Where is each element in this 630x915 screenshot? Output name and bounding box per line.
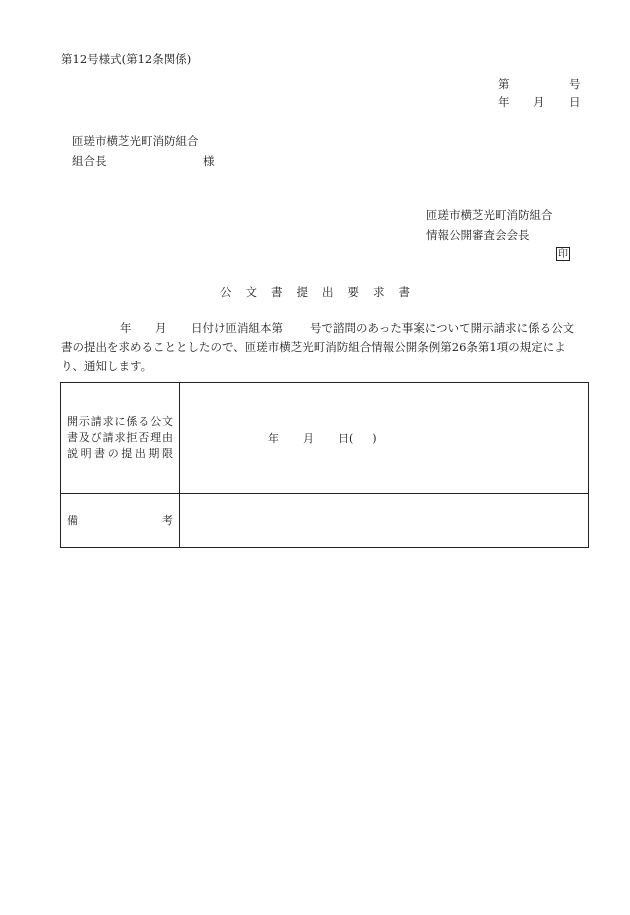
- deadline-value-cell: [180, 383, 589, 494]
- seal-stamp: 印: [558, 249, 568, 260]
- request-table: [60, 382, 589, 548]
- title-char: 求: [373, 285, 385, 299]
- title-char: 出: [322, 285, 334, 299]
- deadline-label-line: 説明書の提出期限: [67, 447, 173, 460]
- deadline-date: 年 月 日( ): [268, 431, 377, 445]
- recipient-line1: 匝瑳市横芝光町消防組合: [72, 134, 199, 148]
- table-row-remarks: [61, 494, 589, 548]
- deadline-label-cell: [61, 383, 180, 494]
- title-char: 文: [245, 285, 257, 299]
- date-top-tsuki: 月: [533, 95, 545, 109]
- document-title: [0, 287, 630, 299]
- body-line3: り、通知します。: [61, 359, 153, 373]
- sender-line2: 情報公開審査会会長: [426, 228, 530, 242]
- title-char: 書: [271, 285, 283, 299]
- doc-number-dai: 第: [498, 77, 510, 91]
- recipient-line2: 組合長: [72, 154, 107, 168]
- remarks-label-b: 考: [162, 514, 173, 527]
- body-line1-hi: 日付け匝消組本第: [191, 321, 283, 335]
- title-char: 書: [398, 285, 410, 299]
- table-row-deadline: [61, 383, 589, 494]
- remarks-label-cell: [61, 494, 180, 548]
- recipient-sama: 様: [203, 154, 215, 168]
- doc-number-go: 号: [569, 77, 581, 91]
- deadline-label-line: 書及び請求拒否理由: [67, 431, 173, 444]
- sender-line1: 匝瑳市横芝光町消防組合: [426, 208, 553, 222]
- date-top-nen: 年: [498, 95, 510, 109]
- deadline-label-line: 開示請求に係る公文: [67, 415, 173, 428]
- remarks-label-a: 備: [67, 514, 78, 527]
- body-line1-tsuki: 月: [155, 321, 167, 335]
- body-line2: 書の提出を求めることとしたので、匝瑳市横芝光町消防組合情報公開条例第26条第1項の規定によ: [61, 340, 566, 354]
- title-char: 要: [347, 285, 359, 299]
- body-line1-rest: 号で諮問のあった事案について開示請求に係る公文: [310, 321, 575, 335]
- title-char: 提: [296, 285, 308, 299]
- body-line1-nen: 年: [120, 321, 132, 335]
- date-top-hi: 日: [569, 95, 581, 109]
- form-label: 第12号様式(第12条関係): [61, 52, 192, 66]
- title-char: 公: [220, 285, 232, 299]
- remarks-value-cell: [180, 494, 589, 548]
